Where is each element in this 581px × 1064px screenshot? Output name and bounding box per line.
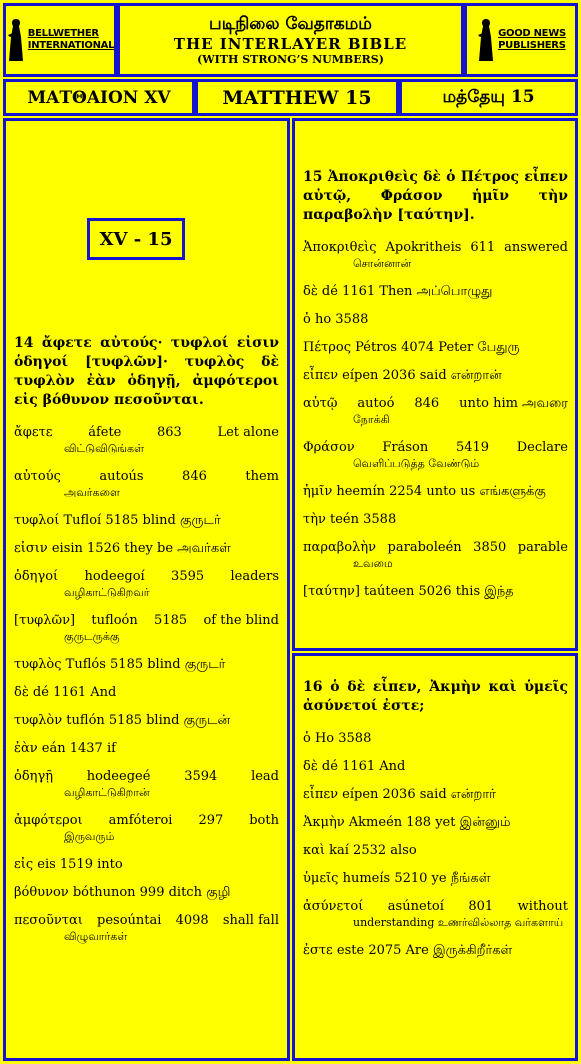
ref-greek: ΜΑΤΘΑΙΟΝ XV [3, 79, 195, 116]
english-gloss: of the blind [203, 613, 279, 628]
logo-line-2: INTERNATIONAL [27, 40, 115, 51]
strongs-number: 611 [470, 240, 496, 255]
word-entry [14, 912, 279, 945]
strongs-number: 3594 [184, 769, 218, 784]
word-entry-line [14, 568, 279, 585]
word-entry: Πέτρος Pétros 4074 Peter பேதுரு [303, 340, 520, 355]
greek-word: ὁδηγοί [14, 569, 59, 584]
logo-line-1: BELLWETHER [27, 28, 99, 39]
word-entry: Ἀκμὴν Akmeén 188 yet இன்னும் [303, 815, 511, 830]
tamil-gloss: உவமை [353, 557, 393, 570]
transliteration: paraboleén [387, 540, 462, 555]
strongs-number: 297 [198, 813, 224, 828]
tamil-gloss: விழுவார்கள் [64, 930, 128, 943]
greek-word: [τυφλῶν] [14, 613, 76, 628]
greek-word: παραβολὴν [303, 540, 377, 555]
greek-word: ἄφετε [14, 425, 53, 440]
word-entry: τυφλὸς Tuflós 5185 blind குருடர் [14, 657, 226, 672]
english-gloss: leaders [230, 569, 279, 584]
word-entry: ὁ Ho 3588 [303, 731, 372, 746]
word-entry-line [14, 912, 279, 929]
word-entry [14, 612, 279, 645]
word-entry [14, 468, 279, 501]
greek-word: αὐτῷ [303, 396, 338, 411]
tamil-gloss: understanding உணர்வில்லாத வர்களாய் [353, 916, 564, 929]
word-entry-line [303, 539, 568, 556]
verse-15-text: 15 Ἀποκριθεὶς δὲ ὁ Πέτρος εἶπεν αὐτῷ, Φράσον ἡμῖν τὴν παραβολὴν [ταύτην]. [303, 169, 568, 223]
good-news-logo [464, 3, 578, 77]
english-gloss: answered [504, 240, 568, 255]
transliteration: asúnetoí [387, 899, 444, 914]
transliteration: amfóteroi [108, 813, 173, 828]
tamil-gloss: வழிகாட்டுகிறவர் [64, 586, 150, 599]
right-top-entries [303, 239, 568, 600]
word-entry-line [303, 395, 568, 412]
word-entry-line [303, 439, 568, 456]
transliteration: hodeegoí [84, 569, 145, 584]
greek-word: ὁδηγῇ [14, 769, 53, 784]
word-entry: βόθυνον bóthunon 999 ditch குழி [14, 885, 231, 900]
strongs-number: 846 [182, 469, 207, 484]
tamil-gloss: வெளிப்படுத்த வேண்டும் [353, 457, 480, 470]
word-entry [14, 812, 279, 845]
english-gloss: unto him அவரை [459, 396, 568, 411]
right-bottom-column [303, 678, 568, 959]
word-entry: εἰσιν eisin 1526 they be அவர்கள் [14, 541, 231, 556]
word-entry: εἶπεν eípen 2036 said என்றான் [303, 368, 502, 383]
english-gloss: shall fall [222, 913, 279, 928]
greek-word: αὐτούς [14, 469, 61, 484]
bellwether-logo [3, 3, 117, 77]
word-entry: ἐστε este 2075 Are இருக்கிறீர்கள் [303, 943, 513, 958]
greek-word: Ἀποκριθεὶς [303, 240, 377, 255]
transliteration: autoús [99, 469, 144, 484]
strongs-number: 4098 [175, 913, 209, 928]
word-entry: ὁ ho 3588 [303, 312, 369, 327]
word-entry: τυφλοί Tufloí 5185 blind குருடர் [14, 513, 221, 528]
english-gloss: without [517, 899, 568, 914]
tamil-gloss: நோக்கி [353, 413, 390, 426]
word-entry-line [14, 768, 279, 785]
word-entry: εἰς eis 1519 into [14, 857, 123, 872]
verse-14-text: 14 ἄφετε αὐτούς· τυφλοί εἰσιν ὁδηγοί [τυφλῶν]· τυφλὸς δὲ τυφλὸν ἐὰν ὁδηγῇ, ἀμφότεροι εἰς βόθυνον πεσοῦνται. [14, 335, 279, 408]
word-entry: [ταύτην] taúteen 5026 this இந்த [303, 584, 514, 599]
word-entry [14, 768, 279, 801]
shepherd-icon [6, 17, 26, 63]
word-entry [303, 239, 568, 272]
title-tamil: படிநிலை வேதாகமம் [209, 13, 372, 34]
greek-word: πεσοῦνται [14, 913, 83, 928]
tamil-gloss: வழிகாட்டுகிறான் [64, 786, 150, 799]
word-entry: δὲ dé 1161 And [303, 759, 406, 774]
word-entry: δὲ dé 1161 Then அப்பொழுது [303, 284, 493, 299]
english-gloss: them [245, 469, 279, 484]
ref-tamil: மத்தேயு 15 [399, 79, 578, 116]
title-block [117, 3, 464, 77]
greek-word: ἀμφότεροι [14, 813, 83, 828]
word-entry: ὑμεῖς humeís 5210 ye நீங்கள் [303, 871, 491, 886]
transliteration: autoó [357, 396, 395, 411]
right-bottom-entries [303, 730, 568, 959]
word-entry: τυφλὸν tuflón 5185 blind குருடன் [14, 713, 231, 728]
word-entry-line [303, 239, 568, 256]
strongs-number: 3850 [473, 540, 507, 555]
left-entries [14, 424, 279, 945]
strongs-number: 863 [157, 425, 182, 440]
strongs-number: 5185 [154, 613, 188, 628]
subtitle: (WITH STRONG’S NUMBERS) [197, 52, 384, 66]
word-entry: καὶ kaí 2532 also [303, 843, 417, 858]
english-gloss: Declare [516, 440, 568, 455]
transliteration: Fráson [382, 440, 429, 455]
english-gloss: both [249, 813, 279, 828]
transliteration: áfete [88, 425, 122, 440]
chapter-box: XV - 15 [87, 218, 185, 260]
transliteration: tufloón [91, 613, 138, 628]
strongs-number: 5419 [455, 440, 490, 455]
title-english: THE INTERLAYER BIBLE [173, 34, 408, 53]
tamil-gloss: அவர்களை [64, 486, 120, 499]
transliteration: pesoúntai [97, 913, 162, 928]
strongs-number: 846 [414, 396, 440, 411]
strongs-number: 801 [468, 899, 494, 914]
english-gloss: lead [251, 769, 279, 784]
right-top-column [303, 168, 568, 600]
word-entry-line [14, 812, 279, 829]
english-gloss: parable [517, 540, 568, 555]
word-entry-line [14, 612, 279, 629]
word-entry: ἡμῖν heemín 2254 unto us எங்களுக்கு [303, 484, 546, 499]
left-column [14, 334, 279, 945]
word-entry: δὲ dé 1161 And [14, 685, 117, 700]
word-entry-line [303, 898, 568, 915]
word-entry [303, 395, 568, 428]
shepherd-icon [476, 17, 496, 63]
word-entry: εἶπεν eípen 2036 said என்றார் [303, 787, 496, 802]
word-entry [14, 424, 279, 457]
verse-16-text: 16 ὁ δὲ εἶπεν, Ἀκμὴν καὶ ὑμεῖς ἀσύνετοί ἐστε; [303, 679, 568, 714]
strongs-number: 3595 [171, 569, 205, 584]
word-entry: τὴν teén 3588 [303, 512, 397, 527]
greek-word: ἀσύνετοί [303, 899, 364, 914]
word-entry [303, 898, 568, 931]
word-entry: ἐὰν eán 1437 if [14, 741, 116, 756]
tamil-gloss: சொன்னான் [353, 257, 412, 270]
tamil-gloss: இருவரும் [64, 830, 115, 843]
transliteration: Apokritheis [385, 240, 462, 255]
word-entry-line [14, 424, 279, 441]
logo-line-2: PUBLISHERS [498, 40, 566, 51]
word-entry-line [14, 468, 279, 485]
word-entry [14, 568, 279, 601]
transliteration: hodeegeé [86, 769, 151, 784]
english-gloss: Let alone [217, 425, 279, 440]
tamil-gloss: விட்டுவிடுங்கள் [64, 442, 145, 455]
ref-english: MATTHEW 15 [195, 79, 399, 116]
greek-word: Φράσον [303, 440, 355, 455]
word-entry [303, 439, 568, 472]
word-entry [303, 539, 568, 572]
logo-line-1: GOOD NEWS [498, 28, 566, 39]
tamil-gloss: குருடருக்கு [64, 630, 120, 643]
